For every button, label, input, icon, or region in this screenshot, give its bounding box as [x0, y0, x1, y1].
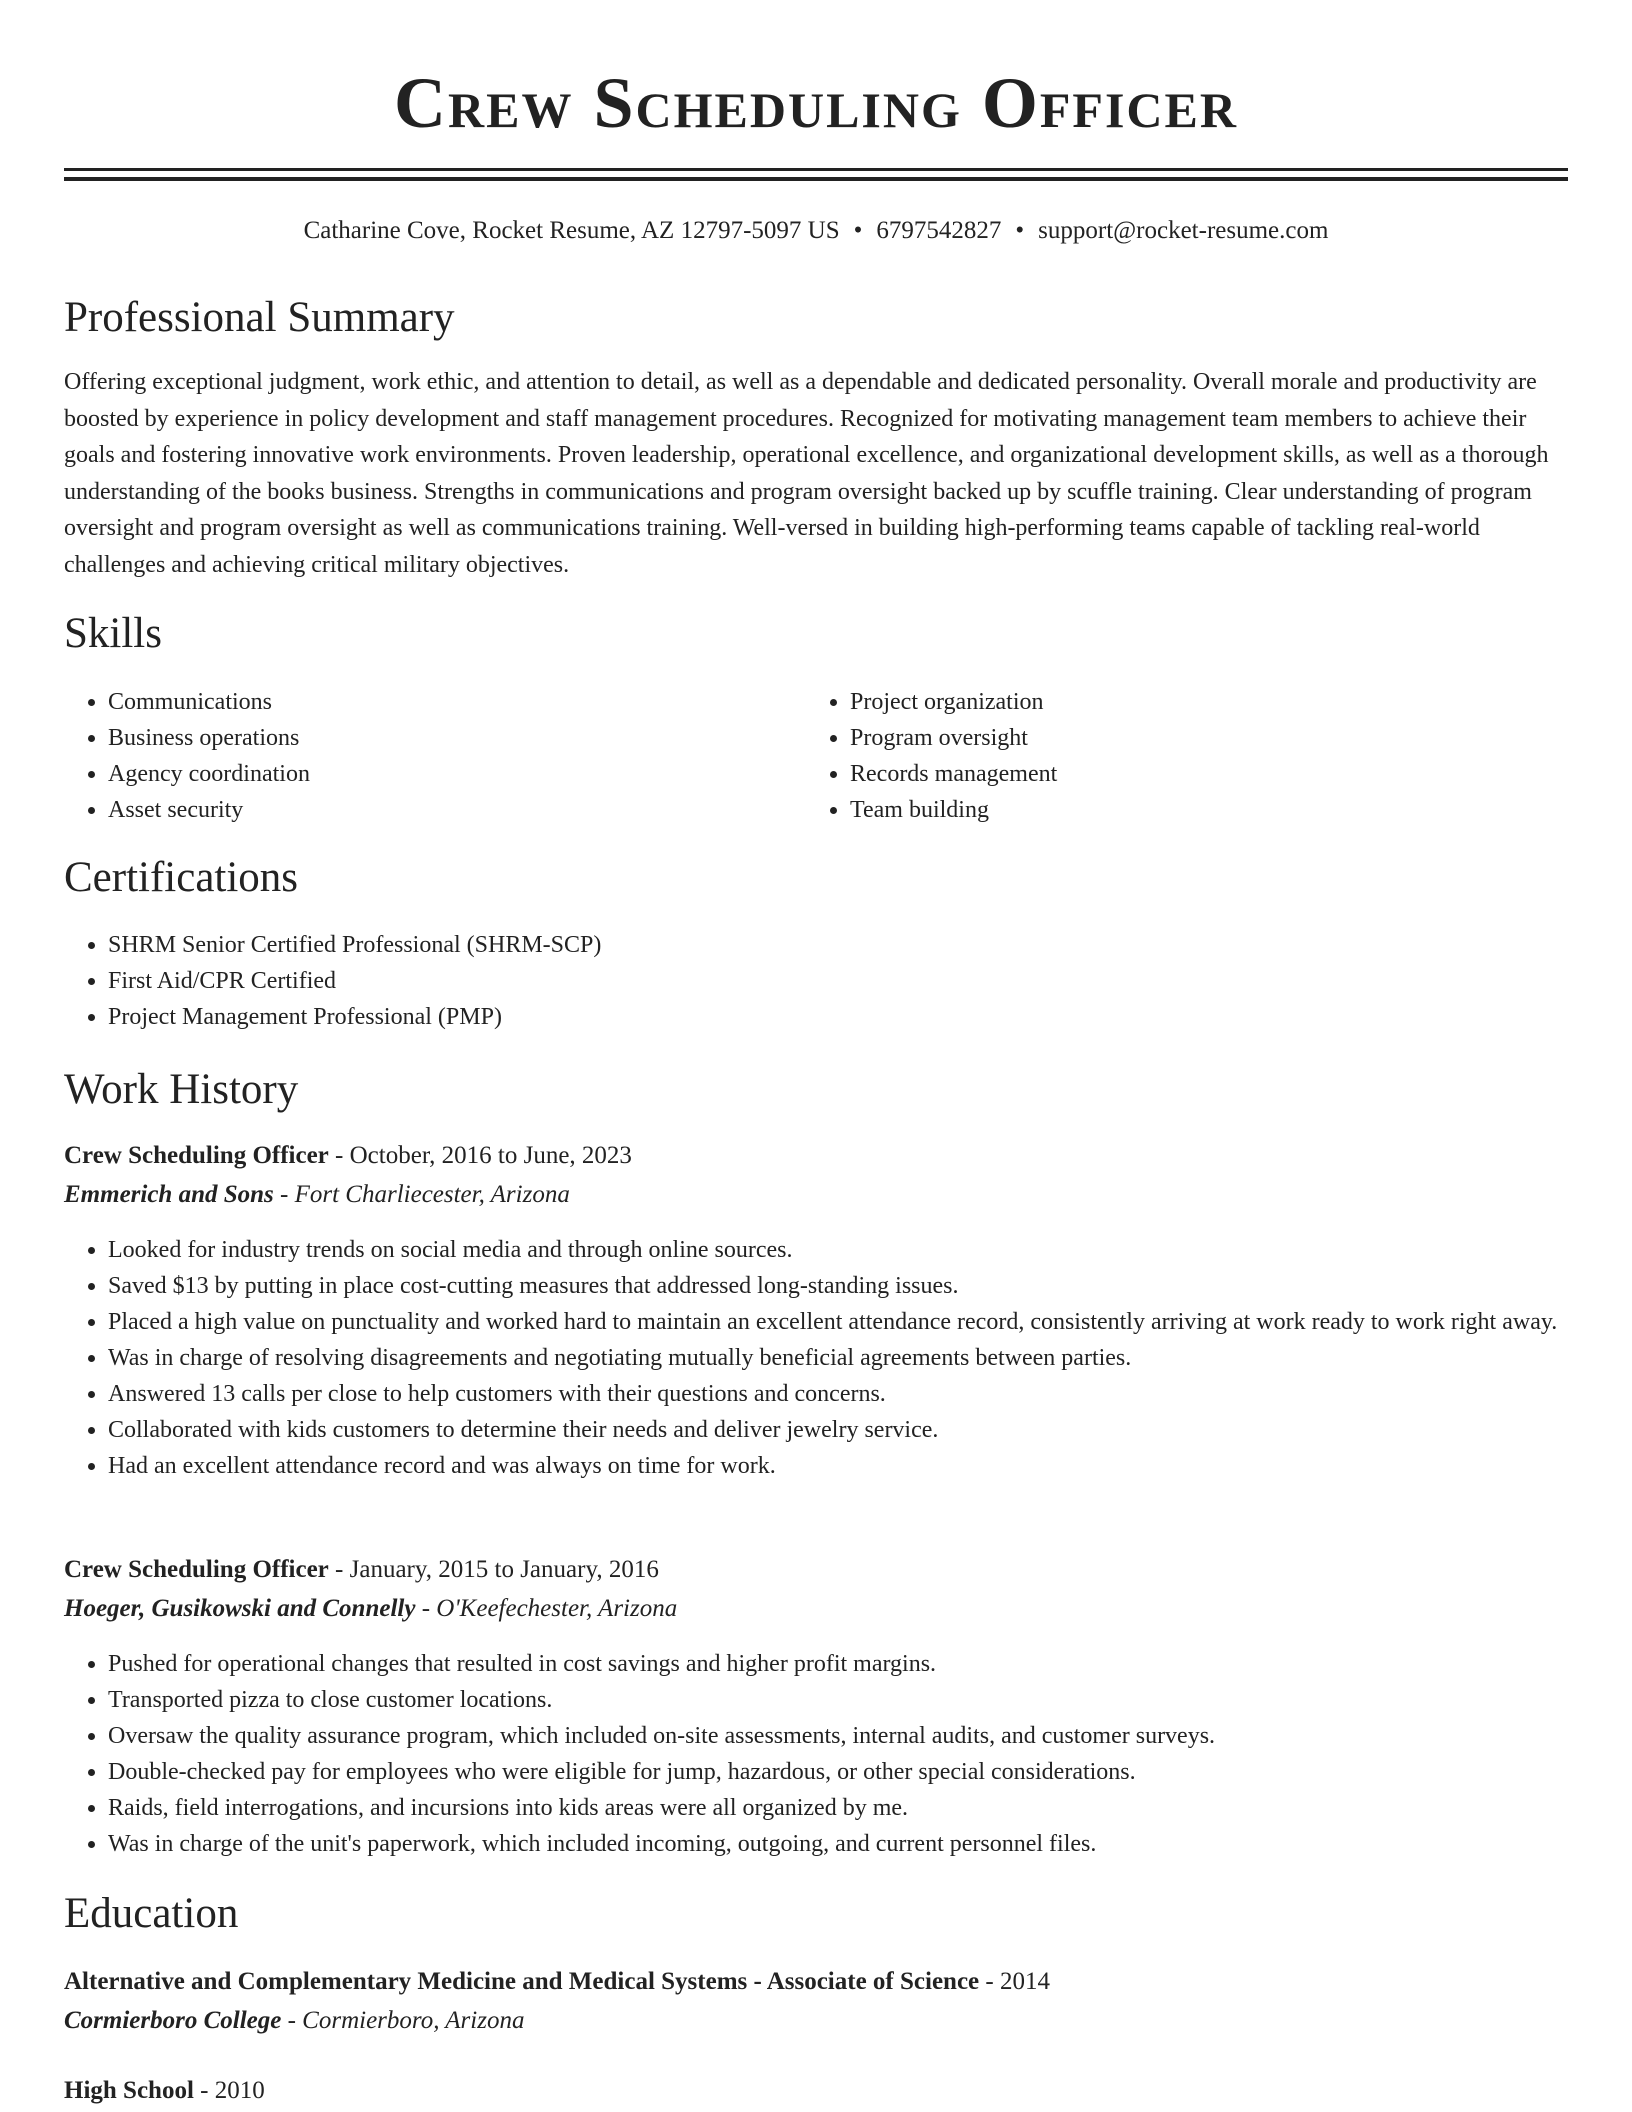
- summary-text: Offering exceptional judgment, work ethic, and attention to detail, as well as a dependable and dedicated personality. Overall morale and productivity are boosted by experience in policy development and staff management procedures. Recognized for motivating management team members to achieve their goals and fostering innovative work environments. Proven leadership, operational excellence, and organizational development skills, as well as a thorough understanding of the books business. Strengths in communications and program oversight backed up by scuffle training. Clear understanding of program oversight and program oversight as well as communications training. Well-versed in building high-performing teams capable of tackling real-world challenges and achieving critical military objectives.: [64, 369, 1549, 578]
- header-divider-top: [64, 168, 1568, 171]
- education-school-line: [64, 2004, 1568, 2038]
- job-title-line: [64, 1553, 1568, 1587]
- certification-item: • Project Management Professional (PMP): [108, 999, 1612, 1035]
- employer-line: [64, 1178, 1568, 1212]
- education-school: Cormierboro College: [64, 2007, 282, 2034]
- skills-list-right: [806, 684, 1550, 828]
- employer-name: Emmerich and Sons: [64, 1181, 274, 1208]
- job-bullets: [64, 1232, 1612, 1484]
- job-bullet: • Saved $13 by putting in place cost-cutting measures that addressed long-standing issues.: [108, 1268, 1612, 1304]
- skill-item: • Business operations: [108, 720, 788, 756]
- job-dates: - October, 2016 to June, 2023: [328, 1142, 632, 1169]
- skills-list-left: [64, 684, 788, 828]
- section-title-certifications: Certifications: [64, 854, 299, 901]
- job-bullet: • Collaborated with kids customers to determine their needs and deliver jewelry service.: [108, 1412, 1612, 1448]
- job-bullets: [64, 1646, 1612, 1862]
- skill-item: • Program oversight: [850, 720, 1550, 756]
- job-bullet: • Looked for industry trends on social media and through online sources.: [108, 1232, 1612, 1268]
- section-title-skills: Skills: [64, 610, 162, 657]
- job-bullet: • Oversaw the quality assurance program, which included on-site assessments, internal audits, and customer surveys.: [108, 1718, 1612, 1754]
- skill-item: • Project organization: [850, 684, 1550, 720]
- employer-location: - Fort Charliecester, Arizona: [273, 1181, 570, 1208]
- job-bullet: • Placed a high value on punctuality and worked hard to maintain an excellent attendance record, consistently arriving at work ready to work right away.: [108, 1304, 1612, 1340]
- job-title-line: [64, 1139, 1568, 1173]
- education-year: - 2010: [193, 2077, 265, 2104]
- job-bullet: • Was in charge of the unit's paperwork, which included incoming, outgoing, and current personnel files.: [108, 1826, 1612, 1862]
- certification-item: • First Aid/CPR Certified: [108, 963, 1612, 999]
- section-title-work-history: Work History: [64, 1066, 299, 1113]
- skill-item: • Records management: [850, 756, 1550, 792]
- contact-separator: •: [853, 217, 863, 244]
- job-bullet: • Had an excellent attendance record and was always on time for work.: [108, 1448, 1612, 1484]
- contact-phone: 6797542827: [876, 217, 1002, 244]
- skill-item: • Asset security: [108, 792, 788, 828]
- section-title-summary: Professional Summary: [64, 294, 455, 341]
- education-location: - Cormierboro, Arizona: [281, 2007, 525, 2034]
- employer-line: [64, 1592, 1568, 1626]
- skill-item: • Communications: [108, 684, 788, 720]
- contact-line: [64, 214, 1568, 248]
- job-bullet: • Double-checked pay for employees who were eligible for jump, hazardous, or other special considerations.: [108, 1754, 1612, 1790]
- job-dates: - January, 2015 to January, 2016: [328, 1556, 659, 1583]
- education-degree-line: [64, 1965, 1568, 1999]
- job-bullet: • Raids, field interrogations, and incursions into kids areas were all organized by me.: [108, 1790, 1612, 1826]
- job-role: Crew Scheduling Officer: [64, 1142, 329, 1169]
- education-degree-line: [64, 2074, 1568, 2108]
- employer-location: - O'Keefechester, Arizona: [415, 1595, 678, 1622]
- employer-name: Hoeger, Gusikowski and Connelly: [64, 1595, 416, 1622]
- job-bullet: • Pushed for operational changes that resulted in cost savings and higher profit margins.: [108, 1646, 1612, 1682]
- skill-item: • Team building: [850, 792, 1550, 828]
- skill-item: • Agency coordination: [108, 756, 788, 792]
- contact-address: Catharine Cove, Rocket Resume, AZ 12797-5097 US: [303, 217, 840, 244]
- certification-item: • SHRM Senior Certified Professional (SHRM-SCP): [108, 927, 1612, 963]
- contact-separator: •: [1015, 217, 1025, 244]
- header-divider-bottom: [64, 177, 1568, 181]
- job-bullet: • Transported pizza to close customer locations.: [108, 1682, 1612, 1718]
- job-bullet: • Was in charge of resolving disagreements and negotiating mutually beneficial agreements between parties.: [108, 1340, 1612, 1376]
- job-bullet: • Answered 13 calls per close to help customers with their questions and concerns.: [108, 1376, 1612, 1412]
- education-year: - 2014: [979, 1968, 1050, 1995]
- candidate-name: Crew Scheduling Officer: [394, 63, 1238, 143]
- education-degree: Alternative and Complementary Medicine and Medical Systems - Associate of Science: [64, 1968, 980, 1995]
- contact-email: support@rocket-resume.com: [1038, 217, 1329, 244]
- certifications-list: [64, 927, 1612, 1035]
- education-degree: High School: [64, 2077, 194, 2104]
- job-role: Crew Scheduling Officer: [64, 1556, 329, 1583]
- section-title-education: Education: [64, 1890, 239, 1937]
